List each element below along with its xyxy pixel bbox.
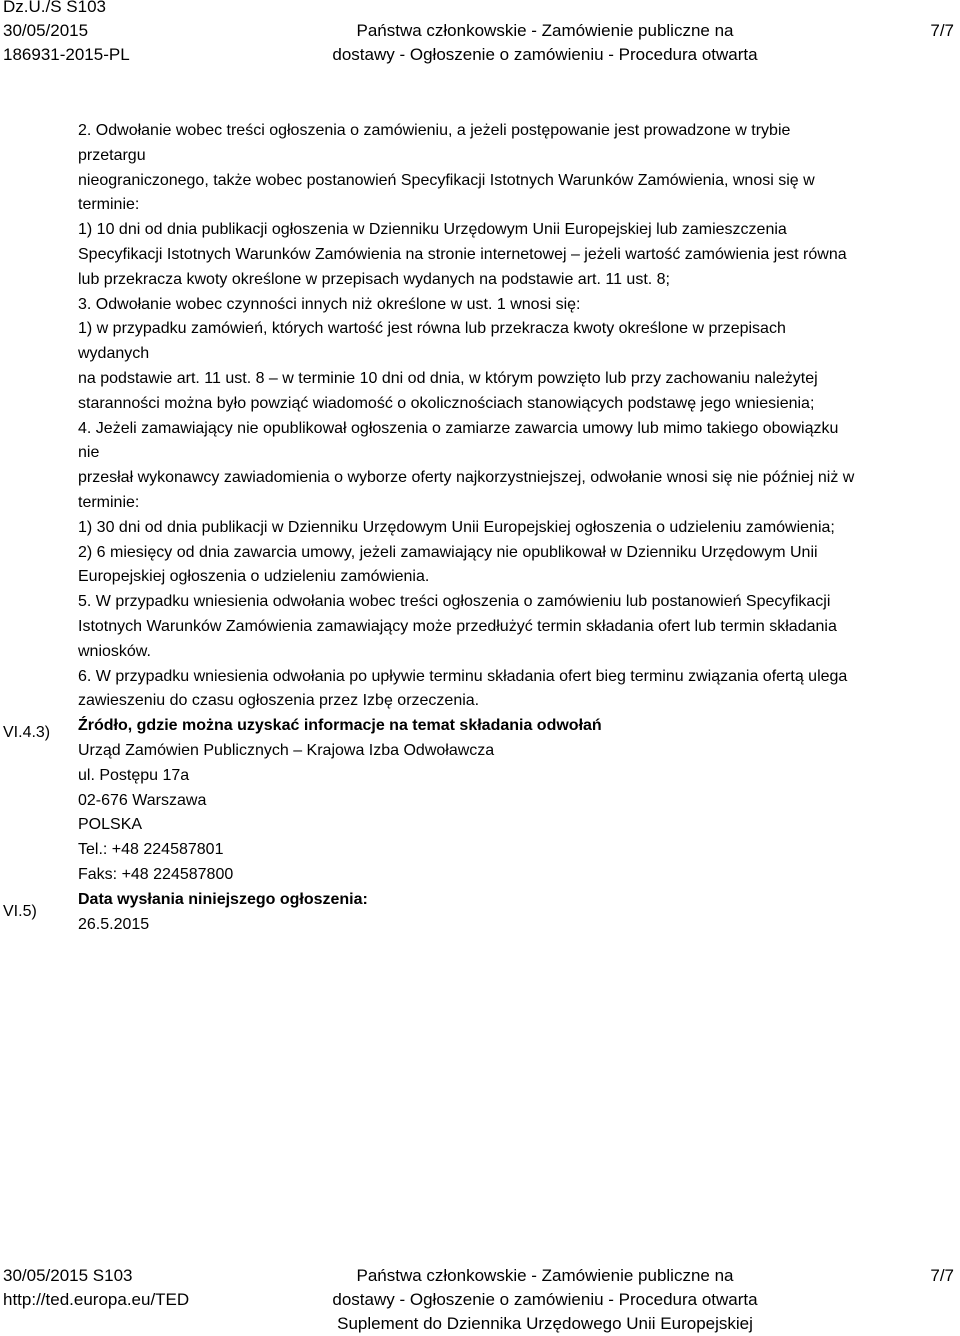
- footer-title-line1: Państwa członkowskie - Zamówienie publiczne na: [356, 1266, 734, 1285]
- text-line: Specyfikacji Istotnych Warunków Zamówienia na stronie internetowej – jeżeli wartość zamówienia jest równa: [78, 245, 847, 263]
- text-line: terminie:: [78, 196, 140, 214]
- text-line: na podstawie art. 11 ust. 8 – w terminie 10 dni od dnia, w którym powzięto lub przy zachowaniu należytej: [78, 369, 818, 387]
- text-line: nie: [78, 444, 100, 462]
- footer-page-number: 7/7: [930, 1266, 954, 1285]
- text-line: terminie:: [78, 493, 140, 511]
- text-line: 5. W przypadku wniesienia odwołania wobec treści ogłoszenia o zamówieniu lub postanowień Specyfikacji: [78, 593, 831, 611]
- text-line: lub przekracza kwoty określone w przepisach wydanych na podstawie art. 11 ust. 8;: [78, 270, 670, 288]
- section-heading: Data wysłania niniejszego ogłoszenia:: [78, 890, 368, 908]
- text-line: staranności można było powziąć wiadomość o okolicznościach stanowiących podstawę jego wniesienia;: [78, 394, 815, 412]
- header-date: 30/05/2015: [3, 21, 89, 40]
- text-line: 2. Odwołanie wobec treści ogłoszenia o zamówieniu, a jeżeli postępowanie jest prowadzone w trybie: [78, 122, 791, 139]
- text-line: wniosków.: [78, 642, 151, 660]
- header-notice-id: 186931-2015-PL: [3, 45, 130, 64]
- phone-line: Tel.: +48 224587801: [78, 841, 224, 859]
- header-left: [3, 0, 130, 67]
- text-line: 4. Jeżeli zamawiający nie opublikował ogłoszenia o zamiarze zawarcia umowy lub mimo takiego obowiązku: [78, 419, 839, 437]
- section-heading: Źródło, gdzie można uzyskać informacje na temat składania odwołań: [78, 717, 602, 735]
- address-line: Urząd Zamówien Publicznych – Krajowa Izba Odwoławcza: [78, 741, 495, 759]
- page-footer: [0, 1264, 960, 1334]
- dispatch-date: 26.5.2015: [78, 915, 150, 933]
- text-line: 1) 30 dni od dnia publikacji w Dzienniku Urzędowym Unii Europejskiej ogłoszenia o udzieleniu zamówienia;: [78, 518, 835, 536]
- text-line: Europejskiej ogłoszenia o udzieleniu zamówienia.: [78, 568, 430, 586]
- header-title-line1: Państwa członkowskie - Zamówienie publiczne na: [356, 21, 734, 40]
- footer-title-line3: Suplement do Dziennika Urzędowego Unii Europejskiej: [337, 1314, 753, 1333]
- footer-left: [3, 1264, 189, 1312]
- section-vi43: [78, 714, 953, 888]
- text-line: przesłał wykonawcy zawiadomienia o wyborze oferty najkorzystniejszej, odwołanie wnosi się nie później niż w: [78, 469, 855, 487]
- header-journal-ref: Dz.U./S S103: [3, 0, 106, 16]
- address-line: ul. Postępu 17a: [78, 766, 190, 784]
- text-line: wydanych: [78, 345, 150, 363]
- section-vi5: [78, 888, 953, 938]
- text-line: 6. W przypadku wniesienia odwołania po upływie terminu składania ofert bieg terminu związania ofertą ulega: [78, 667, 848, 685]
- header-center: [300, 19, 790, 67]
- footer-url: http://ted.europa.eu/TED: [3, 1290, 190, 1309]
- footer-title-line2: dostawy - Ogłoszenie o zamówieniu - Procedura otwarta: [332, 1290, 758, 1309]
- footer-date-ref: 30/05/2015 S103: [3, 1266, 133, 1285]
- footer-center: [300, 1264, 790, 1336]
- section-label-vi43: VI.4.3): [3, 724, 51, 741]
- text-line: Istotnych Warunków Zamówienia zamawiający może przedłużyć termin składania ofert lub termin składania: [78, 617, 837, 635]
- document-body: [78, 119, 953, 937]
- text-line: 1) 10 dni od dnia publikacji ogłoszenia w Dzienniku Urzędowym Unii Europejskiej lub zamieszczenia: [78, 221, 787, 239]
- header-title-line2: dostawy - Ogłoszenie o zamówieniu - Procedura otwarta: [332, 45, 758, 64]
- text-line: nieograniczonego, także wobec postanowień Specyfikacji Istotnych Warunków Zamówienia, wnosi się w: [78, 171, 815, 189]
- text-line: 2) 6 miesięcy od dnia zawarcia umowy, jeżeli zamawiający nie opublikował w Dzienniku Urzędowym Unii: [78, 543, 818, 561]
- text-line: 1) w przypadku zamówień, których wartość jest równa lub przekracza kwoty określone w przepisach: [78, 320, 786, 338]
- address-line: POLSKA: [78, 816, 143, 834]
- section-label-vi5: VI.5): [3, 903, 37, 920]
- text-line: 3. Odwołanie wobec czynności innych niż określone w ust. 1 wnosi się:: [78, 295, 581, 313]
- header-page-number: 7/7: [930, 21, 954, 40]
- text-line: zawieszeniu do czasu ogłoszenia przez Izbę orzeczenia.: [78, 692, 480, 710]
- address-line: 02-676 Warszawa: [78, 791, 207, 809]
- page-header: [0, 0, 960, 72]
- text-line: przetargu: [78, 146, 146, 164]
- fax-line: Faks: +48 224587800: [78, 865, 234, 883]
